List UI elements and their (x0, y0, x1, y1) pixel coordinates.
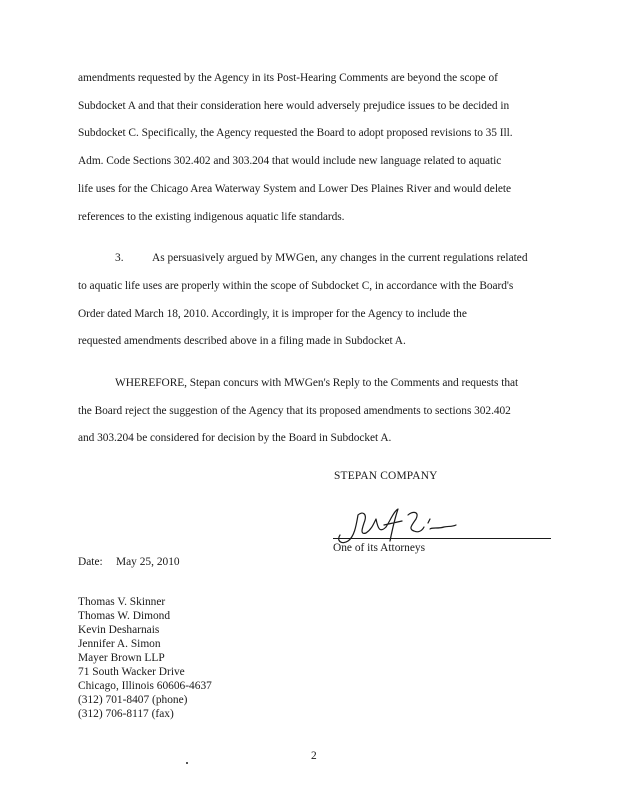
body-line: WHEREFORE, Stepan concurs with MWGen's Reply to the Comments and requests that (115, 377, 519, 389)
counsel-line: Thomas W. Dimond (78, 610, 171, 622)
body-line: Subdocket C. Specifically, the Agency requested the Board to adopt proposed revisions to 35 Ill. (78, 127, 513, 139)
counsel-line: (312) 706-8117 (fax) (78, 708, 174, 720)
body-line: to aquatic life uses are properly within the scope of Subdocket C, in accordance with the Board's (78, 280, 514, 292)
counsel-line: Jennifer A. Simon (78, 638, 161, 650)
counsel-line: Mayer Brown LLP (78, 652, 165, 664)
body-line: Order dated March 18, 2010. Accordingly, it is improper for the Agency to include the (78, 308, 467, 320)
paragraph-number: 3. (115, 252, 124, 264)
date-value: May 25, 2010 (116, 556, 180, 568)
signature-line (333, 538, 551, 539)
body-line: Adm. Code Sections 302.402 and 303.204 that would include new language related to aquatic (78, 155, 502, 167)
company-name: STEPAN COMPANY (334, 470, 438, 482)
date-line (78, 556, 180, 568)
body-line: the Board reject the suggestion of the Agency that its proposed amendments to sections 302.402 (78, 405, 511, 417)
date-label: Date: (78, 556, 103, 568)
body-line: Subdocket A and that their consideration here would adversely prejudice issues to be decided in (78, 100, 510, 112)
body-line: and 303.204 be considered for decision by the Board in Subdocket A. (78, 432, 392, 444)
page-number: 2 (311, 750, 317, 762)
counsel-line: Kevin Desharnais (78, 624, 160, 636)
body-line: requested amendments described above in a filing made in Subdocket A. (78, 335, 406, 347)
counsel-line: Thomas V. Skinner (78, 596, 166, 608)
body-line: life uses for the Chicago Area Waterway System and Lower Des Plaines River and would delete (78, 183, 512, 195)
signature-caption: One of its Attorneys (333, 542, 426, 554)
body-line: As persuasively argued by MWGen, any changes in the current regulations related (152, 252, 528, 264)
scan-speck (186, 762, 188, 764)
counsel-line: (312) 701-8407 (phone) (78, 694, 188, 706)
body-line: references to the existing indigenous aquatic life standards. (78, 211, 345, 223)
counsel-line: Chicago, Illinois 60606-4637 (78, 680, 212, 692)
body-line: amendments requested by the Agency in its Post-Hearing Comments are beyond the scope of (78, 72, 498, 84)
counsel-line: 71 South Wacker Drive (78, 666, 185, 678)
